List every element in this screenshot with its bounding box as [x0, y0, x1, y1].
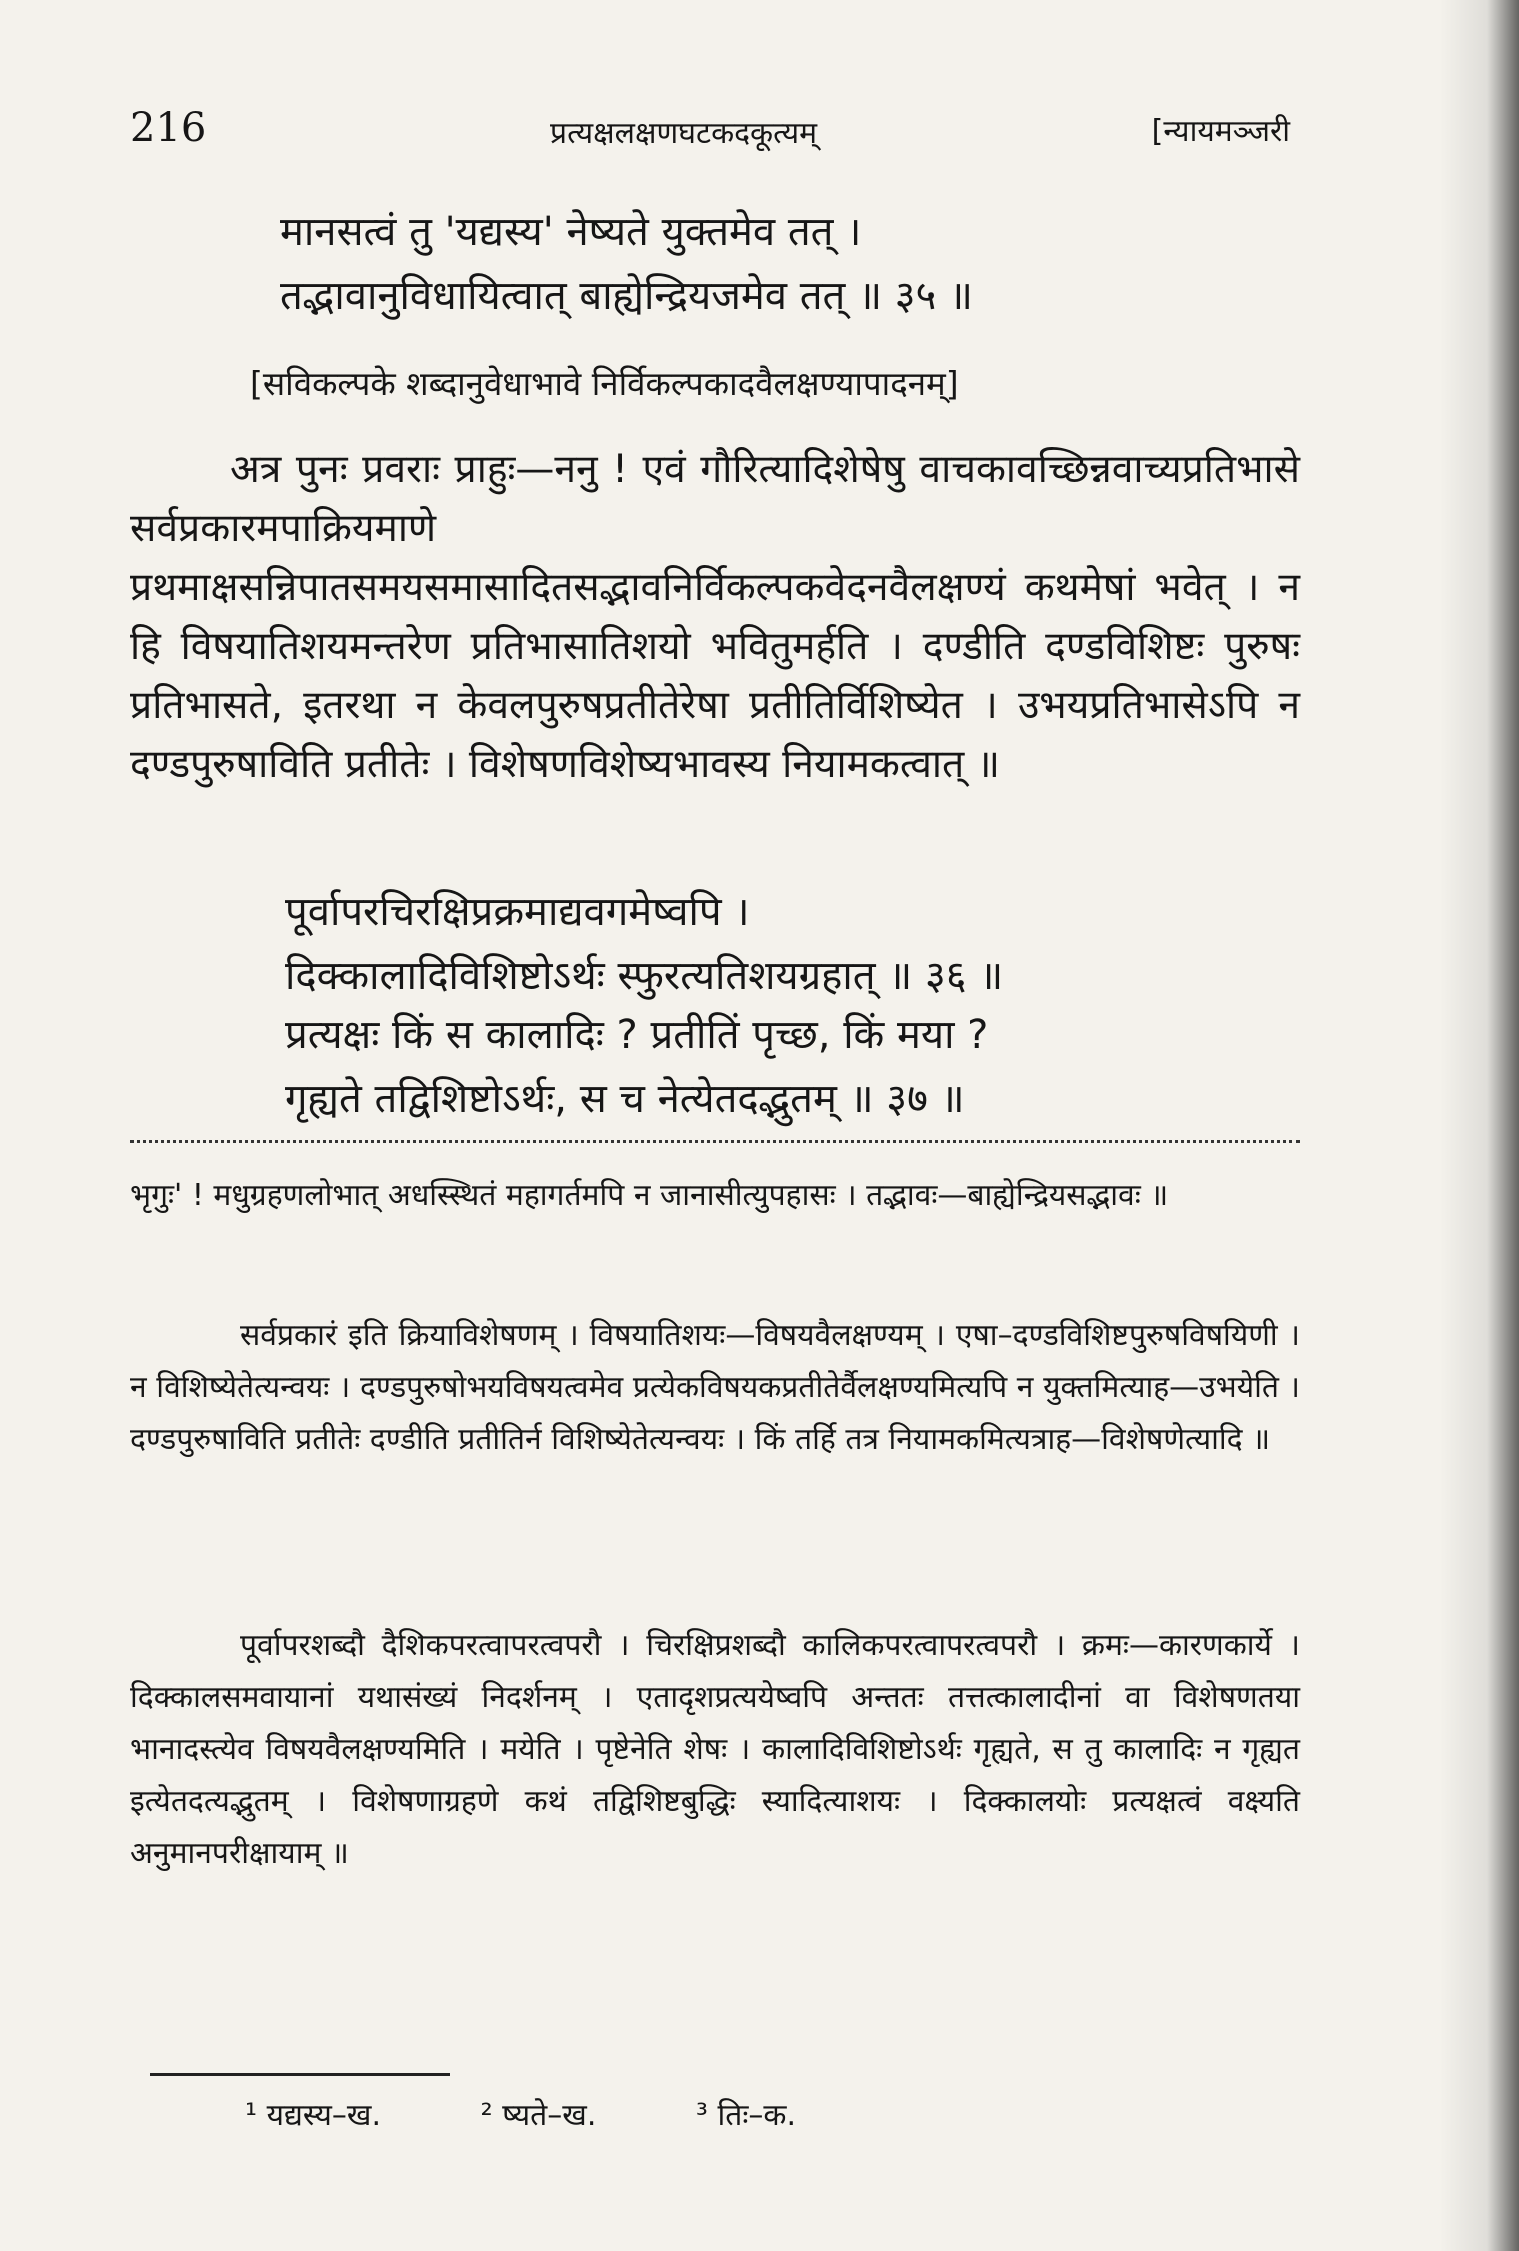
page-edge-shadow: [1439, 0, 1519, 2251]
verse-line: मानसत्वं तु 'यद्यस्य' नेष्यते युक्तमेव तत् ।: [280, 209, 862, 255]
book-title: [न्यायमञ्जरी: [1151, 114, 1290, 149]
commentary-paragraph: सर्वप्रकारं इति क्रियाविशेषणम् । विषयातिशयः—विषयवैलक्षण्यम् । एषा–दण्डविशिष्टपुरुषविषयिणी । न विशिष्येतेत्यन्वयः । दण्डपुरुषोभयविषयत्वमेव प्रत्येकविषयकप्रतीतेर्वैलक्षण्यमित्यपि न युक्तमित्याह—उभयेति । दण्डपुरुषाविति प्रतीतेः दण्डीति प्रतीतिर्न विशिष्येतेत्यन्वयः । किं तर्हि तत्र नियामकमित्यत्राह—विशेषणेत्यादि ॥: [130, 1318, 1300, 1457]
section-heading: [सविकल्पके शब्दानुवेधाभावे निर्विकल्पकादवैलक्षण्यापादनम्]: [250, 364, 959, 403]
page-number: 216: [130, 105, 207, 151]
verse-line: गृह्यते तद्विशिष्टोऽर्थः, स च नेत्येतदद्भुतम् ॥ ३७ ॥: [285, 1076, 965, 1122]
footnotes: [245, 2093, 886, 2134]
divider: [130, 1140, 1300, 1143]
running-title: प्रत्यक्षलक्षणघटकदकूत्यम्: [550, 116, 818, 151]
verse-line: दिक्कालादिविशिष्टोऽर्थः स्फुरत्यतिशयग्रहात् ॥ ३६ ॥: [285, 953, 1004, 999]
commentary-paragraph: भृगुः' ! मधुग्रहणलोभात् अधस्स्थितं महागर्तमपि न जानासीत्युपहासः । तद्भावः—बाह्येन्द्रियसद्भावः ॥: [130, 1178, 1169, 1213]
verse-35: [280, 200, 973, 328]
page-header: [130, 105, 1290, 165]
main-paragraph: अत्र पुनः प्रवराः प्राहुः—ननु ! एवं गौरित्यादिशेषेषु वाचकावच्छिन्नवाच्यप्रतिभासे सर्वप्रकारमपाक्रियमाणे प्रथमाक्षसन्निपातसमयसमासादितसद्भावनिर्विकल्पकवेदनवैलक्षण्यं कथमेषां भवेत् । न हि विषयातिशयमन्तरेण प्रतिभासातिशयो भवितुमर्हति । दण्डीति दण्डविशिष्टः पुरुषः प्रतिभासते, इतरथा न केवलपुरुषप्रतीतेरेषा प्रतीतिर्विशिष्येत । उभयप्रतिभासेऽपि न दण्डपुरुषाविति प्रतीतेः । विशेषणविशेष्यभावस्य नियामकत्वात् ॥: [130, 447, 1300, 787]
verse-36: [285, 880, 1003, 1008]
commentary-paragraph: पूर्वापरशब्दौ दैशिकपरत्वापरत्वपरौ । चिरक्षिप्रशब्दौ कालिकपरत्वापरत्वपरौ । क्रमः—कारणकार्ये । दिक्कालसमवायानां यथासंख्यं निदर्शनम् । एतादृशप्रत्ययेष्वपि अन्ततः तत्तत्कालादीनां वा विशेषणतया भानादस्त्येव विषयवैलक्षण्यमिति । मयेति । पृष्टेनेति शेषः । कालादिविशिष्टोऽर्थः गृह्यते, स तु कालादिः न गृह्यत इत्येतदत्यद्भुतम् । विशेषणाग्रहणे कथं तद्विशिष्टबुद्धिः स्यादित्याशयः । दिक्कालयोः प्रत्यक्षत्वं वक्ष्यति अनुमानपरीक्षायाम् ॥: [130, 1628, 1300, 1871]
verse-line: पूर्वापरचिरक्षिप्रक्रमाद्यवगमेष्वपि ।: [285, 889, 750, 935]
footnote: ² ष्यते–ख.: [480, 2098, 597, 2133]
verse-line: तद्भावानुविधायित्वात् बाह्येन्द्रियजमेव तत् ॥ ३५ ॥: [280, 273, 974, 319]
verse-37: [285, 1003, 988, 1131]
footnote: ¹ यद्यस्य–ख.: [245, 2098, 382, 2133]
footnote-divider: [150, 2073, 450, 2076]
footnote: ³ तिः–क.: [695, 2098, 796, 2133]
verse-line: प्रत्यक्षः किं स कालादिः ? प्रतीतिं पृच्छ, किं मया ?: [285, 1012, 989, 1058]
